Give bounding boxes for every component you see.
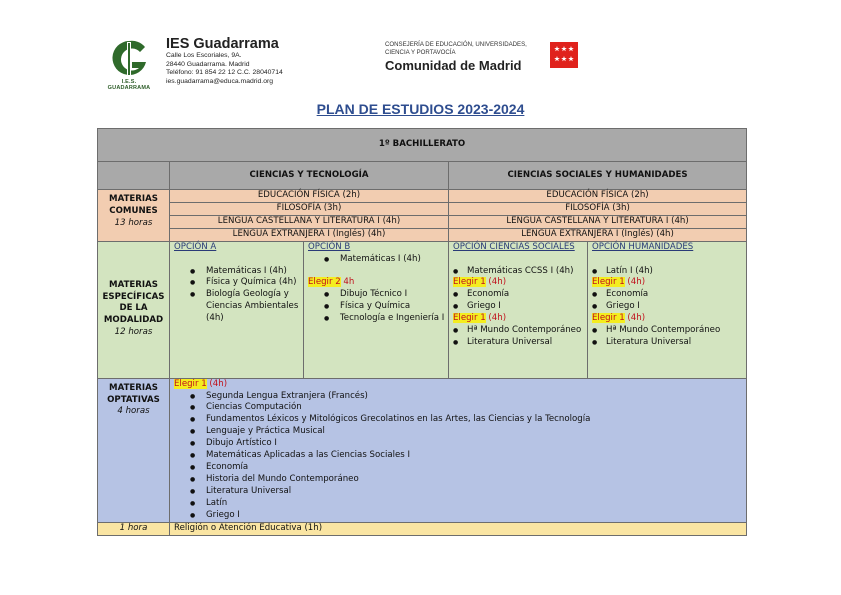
opcion-b-first-list (304, 254, 448, 266)
comunes-row (98, 228, 747, 241)
opcion-a-title: OPCIÓN A (174, 241, 217, 252)
list-item: ● Griego I (170, 510, 746, 522)
list-item: ● Hª Mundo Contemporáneo (588, 325, 746, 337)
list-item: ● Griego I (449, 301, 587, 313)
course-row (98, 129, 747, 162)
comun-subject: LENGUA CASTELLANA Y LITERATURA I (4h) (449, 215, 747, 228)
modalities-row (98, 162, 747, 190)
list-item: ● Matemáticas I (4h) (170, 266, 303, 278)
sociales-choose-1 (449, 277, 587, 289)
humanidades-group-2 (588, 325, 746, 349)
school-info (166, 36, 283, 86)
list-item: ● Literatura Universal (588, 337, 746, 349)
comunes-label (98, 190, 170, 242)
list-item: ● Historia del Mundo Contemporáneo (170, 474, 746, 486)
opcion-sociales-title: OPCIÓN CIENCIAS SOCIALES (453, 241, 575, 252)
school-logo-icon (102, 38, 156, 78)
comun-subject: EDUCACIÓN FÍSICA (2h) (170, 190, 449, 203)
modality-ciencias: CIENCIAS Y TECNOLOGÍA (170, 162, 449, 190)
government-block (385, 41, 527, 74)
list-item: ● Economía (588, 289, 746, 301)
optativas-choose (170, 379, 746, 391)
opcion-a-list (170, 266, 303, 326)
optativas-cell (170, 378, 747, 522)
sociales-group-2 (449, 325, 587, 349)
school-email[interactable]: ies.guadarrama@educa.madrid.org (166, 77, 274, 85)
choose-highlight: Elegir 1 (174, 378, 207, 389)
empty-cell (98, 162, 170, 190)
humanidades-group-1 (588, 289, 746, 313)
school-address-2: 28440 Guadarrama. Madrid (166, 60, 250, 68)
modality-sociales: CIENCIAS SOCIALES Y HUMANIDADES (449, 162, 747, 190)
list-item: ● Dibujo Artístico I (170, 438, 746, 450)
choose-hours: 4h (343, 277, 355, 288)
list-item: ● Literatura Universal (449, 337, 587, 349)
especificas-label-1: MATERIAS (109, 279, 158, 290)
comun-subject: LENGUA CASTELLANA Y LITERATURA I (4h) (170, 215, 449, 228)
comunes-label-text: MATERIAS COMUNES (109, 194, 158, 216)
sociales-choose-2 (449, 313, 587, 325)
especificas-hours: 12 horas (114, 327, 153, 338)
list-item: ● Biología Geología y Ciencias Ambientales (4h) (170, 289, 303, 325)
gov-name: Comunidad de Madrid (385, 58, 522, 74)
especificas-label-2: ESPECÍFICAS (102, 291, 165, 302)
opcion-humanidades-cell (588, 241, 747, 378)
list-item: ● Dibujo Técnico I (304, 289, 448, 301)
school-phone: Teléfono: 91 854 22 12 C.C. 28040714 (166, 69, 283, 77)
school-address-1: Calle Los Escoriales, 9A. (166, 52, 242, 59)
comunes-row (98, 215, 747, 228)
choose-hours: (4h) (627, 313, 646, 324)
sociales-first-list (449, 266, 587, 278)
gov-line-1: CONSEJERÍA DE EDUCACIÓN, UNIVERSIDADES, (385, 41, 527, 48)
religion-hours: 1 hora (98, 522, 170, 535)
choose-hours: (4h) (488, 277, 507, 288)
school-name: IES Guadarrama (166, 36, 279, 52)
comunes-row (98, 190, 747, 203)
optativas-hours: 4 horas (117, 406, 150, 417)
list-item: ● Ciencias Computación (170, 402, 746, 414)
list-item: ● Matemáticas CCSS I (4h) (449, 266, 587, 278)
choose-highlight: Elegir 1 (453, 313, 486, 324)
opcion-sociales-cell (449, 241, 588, 378)
page-title-text: PLAN DE ESTUDIOS 2023-2024 (316, 101, 525, 117)
choose-hours: (4h) (627, 277, 646, 288)
list-item: ● Hª Mundo Contemporáneo (449, 325, 587, 337)
opcion-b-choose (304, 277, 448, 289)
course-header: 1º BACHILLERATO (98, 129, 747, 162)
choose-highlight: Elegir 1 (592, 277, 625, 288)
opcion-humanidades-title: OPCIÓN HUMANIDADES (592, 241, 694, 252)
choose-hours: (4h) (209, 378, 228, 389)
list-item: ● Física y Química (304, 301, 448, 313)
comun-subject: LENGUA EXTRANJERA I (Inglés) (4h) (170, 228, 449, 241)
religion-row (98, 522, 747, 535)
study-plan-table (97, 128, 747, 536)
optativas-label-text: MATERIAS OPTATIVAS (107, 382, 160, 405)
list-item: ● Matemáticas I (4h) (304, 254, 448, 266)
comun-subject: EDUCACIÓN FÍSICA (2h) (449, 190, 747, 203)
page-title (0, 99, 841, 118)
list-item: ● Fundamentos Léxicos y Mitológicos Grecolatinos en las Artes, las Ciencias y la Tecnología (170, 414, 746, 426)
list-item: ● Latín I (4h) (588, 266, 746, 278)
logo-caption: I.E.S. GUADARRAMA (107, 79, 151, 91)
humanidades-choose-2 (588, 313, 746, 325)
comunes-row (98, 202, 747, 215)
opcion-b-title: OPCIÓN B (308, 241, 351, 252)
especificas-row (98, 241, 747, 378)
comun-subject: LENGUA EXTRANJERA I (Inglés) (4h) (449, 228, 747, 241)
choose-highlight: Elegir 1 (453, 277, 486, 288)
list-item: ● Tecnología e Ingeniería I (304, 313, 448, 325)
choose-highlight: Elegir 1 (592, 313, 625, 324)
optativas-row (98, 378, 747, 522)
especificas-label-3: DE LA (119, 303, 148, 314)
list-item: ● Física y Química (4h) (170, 277, 303, 289)
optativas-label (98, 378, 170, 522)
gov-line-2: CIENCIA Y PORTAVOCÍA (385, 48, 456, 56)
list-item: ● Lenguaje y Práctica Musical (170, 426, 746, 438)
humanidades-choose-1 (588, 277, 746, 289)
comunes-hours: 13 horas (114, 217, 153, 228)
opcion-b-list (304, 289, 448, 325)
list-item: ● Economía (170, 462, 746, 474)
list-item: ● Literatura Universal (170, 486, 746, 498)
opcion-b-cell (304, 241, 449, 378)
madrid-flag-icon (550, 42, 578, 68)
comun-subject: FILOSOFÍA (3h) (449, 202, 747, 215)
choose-hours: (4h) (488, 313, 507, 324)
list-item: ● Griego I (588, 301, 746, 313)
opcion-a-cell (170, 241, 304, 378)
list-item: ● Economía (449, 289, 587, 301)
especificas-label (98, 241, 170, 378)
school-logo (102, 38, 156, 91)
sociales-group-1 (449, 289, 587, 313)
list-item: ● Latín (170, 498, 746, 510)
list-item: ● Segunda Lengua Extranjera (Francés) (170, 391, 746, 403)
comun-subject: FILOSOFÍA (3h) (170, 202, 449, 215)
list-item: ● Matemáticas Aplicadas a las Ciencias Sociales I (170, 450, 746, 462)
choose-highlight: Elegir 2 (308, 277, 341, 288)
optativas-list (170, 391, 746, 522)
religion-text: Religión o Atención Educativa (1h) (170, 522, 747, 535)
especificas-label-4: MODALIDAD (103, 315, 164, 326)
humanidades-first-list (588, 266, 746, 278)
